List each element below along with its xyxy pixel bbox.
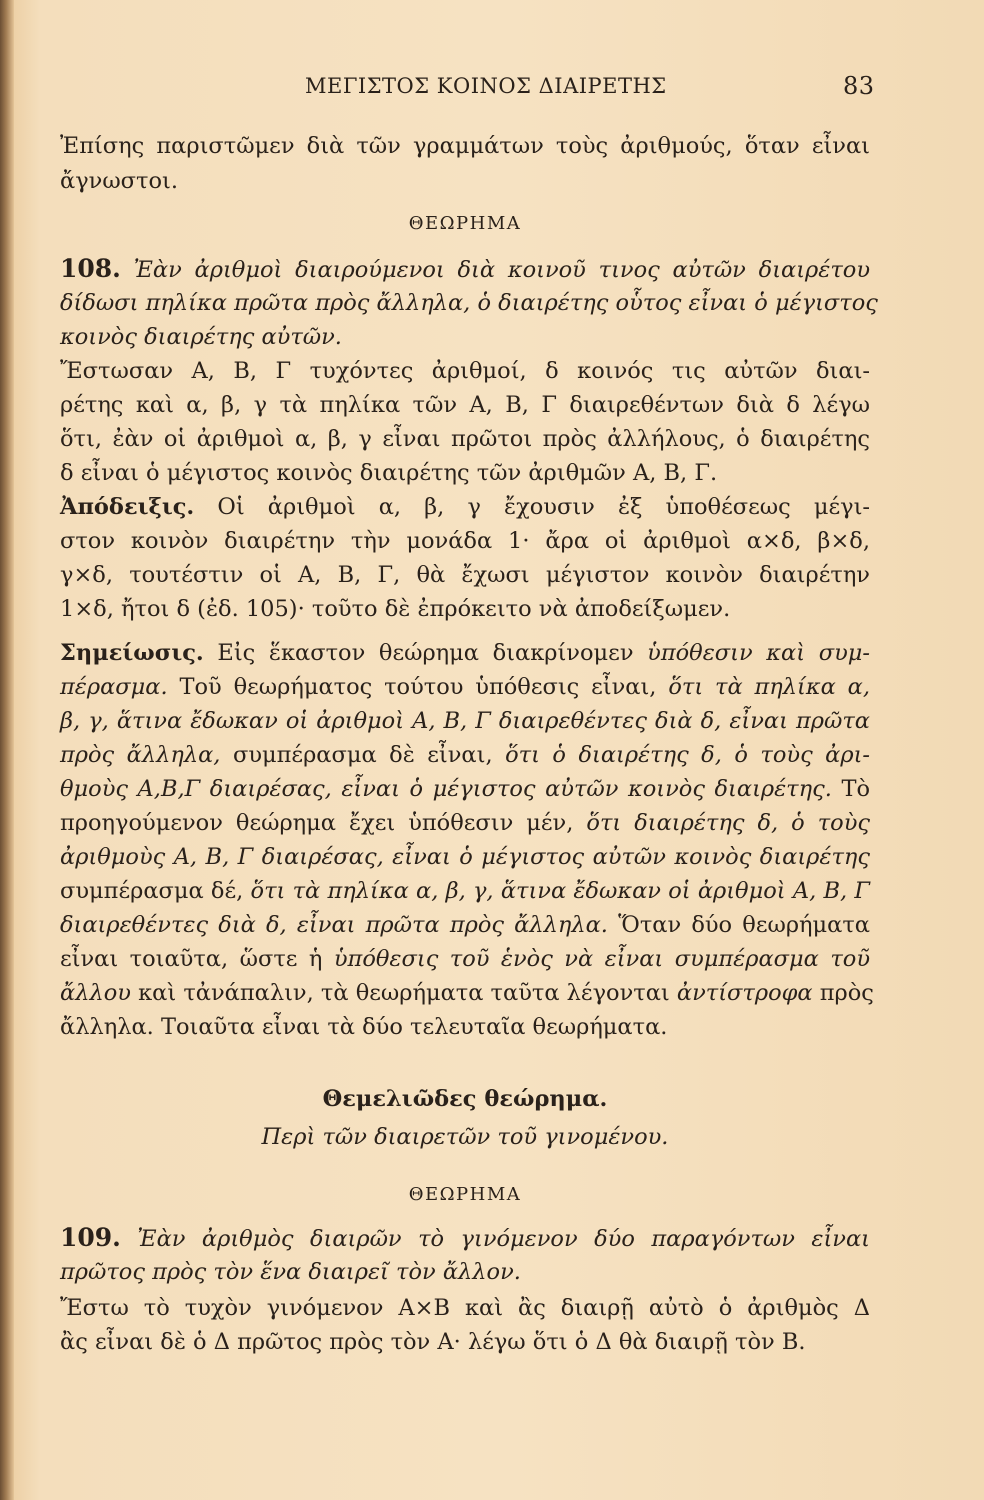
theorem-statement-text: Ἐὰν ἀριθμοὶ διαιρούμενοι διὰ κοινοῦ τινος αὐτῶν διαιρέτου xyxy=(133,257,871,283)
text-line: ἂς εἶναι δὲ ὁ Δ πρῶτος πρὸς τὸν Α· λέγω ὅτι ὁ Δ θὰ διαιρῇ τὸν Β. xyxy=(60,1329,806,1355)
text-line: β, γ, ἅτινα ἔδωκαν οἱ ἀριθμοὶ Α, Β, Γ διαιρεθέντες διὰ δ, εἶναι πρῶτα xyxy=(60,708,870,734)
text-italic: πρὸς ἄλληλα, xyxy=(60,742,221,768)
remark-text-italic: ὑπόθεσιν καὶ συμ- xyxy=(647,640,870,666)
text-line: ὅτι, ἐὰν οἱ ἀριθμοὶ α, β, γ εἶναι πρῶτοι πρὸς ἀλλήλους, ὁ διαιρέτης xyxy=(60,426,870,452)
text-italic: πέρασμα. xyxy=(60,674,168,700)
text-plain: προηγούμενον θεώρημα ἔχει ὑπόθεσιν μέν, xyxy=(60,810,574,836)
running-title: ΜΕΓΙΣΤΟΣ ΚΟΙΝΟΣ ΔΙΑΙΡΕΤΗΣ xyxy=(305,74,667,98)
text-line xyxy=(60,909,870,941)
text-line xyxy=(60,739,870,771)
text-plain: συμπέρασμα δὲ εἶναι, xyxy=(232,742,493,768)
page-number: 83 xyxy=(843,72,875,100)
text-line: ρέτης καὶ α, β, γ τὰ πηλίκα τῶν Α, Β, Γ διαιρεθέντων διὰ δ λέγω xyxy=(60,392,870,418)
text-plain: συμπέρασμα δέ, xyxy=(60,878,244,904)
text-italic: διαιρεθέντες διὰ δ, εἶναι πρῶτα πρὸς ἄλληλα. xyxy=(60,912,608,938)
text-line: ἄλληλα. Τοιαῦτα εἶναι τὰ δύο τελευταῖα θεωρήματα. xyxy=(60,1014,668,1040)
theorem-statement-line: δίδωσι πηλίκα πρῶτα πρὸς ἄλληλα, ὁ διαιρέτης οὗτος εἶναι ὁ μέγιστος xyxy=(60,290,878,316)
running-head xyxy=(0,74,984,104)
text-italic: θμοὺς Α,Β,Γ διαιρέσας, εἶναι ὁ μέγιστος αὐτῶν κοινὸς διαιρέτης. xyxy=(60,776,832,802)
proof-text: Οἱ ἀριθμοὶ α, β, γ ἔχουσιν ἐξ ὑποθέσεως μέγι- xyxy=(217,494,871,520)
text-line xyxy=(60,773,870,805)
section-subtitle: Περὶ τῶν διαιρετῶν τοῦ γινομένου. xyxy=(261,1124,669,1150)
text-line xyxy=(60,671,870,703)
theorem-number: 108. xyxy=(60,254,121,283)
text-italic: ὅτι τὰ πηλίκα α, xyxy=(668,674,870,700)
text-line xyxy=(60,943,870,975)
remark-line xyxy=(60,637,870,669)
text-plain: πρὸς xyxy=(819,980,874,1006)
page-edge xyxy=(0,0,14,1500)
text-plain: Τοῦ θεωρήματος τούτου ὑπόθεσις εἶναι, xyxy=(179,674,657,700)
proof-line xyxy=(60,491,870,523)
text-line: ἄγνωστοι. xyxy=(60,168,178,194)
theorem-heading: ΘΕΩΡΗΜΑ xyxy=(408,1184,522,1205)
remark-label: Σημείωσις. xyxy=(60,640,204,666)
text-italic: ἀντίστροφα xyxy=(676,980,813,1006)
text-line: 1×δ, ἤτοι δ (ἐδ. 105)· τοῦτο δὲ ἐπρόκειτο νὰ ἀποδείξωμεν. xyxy=(60,596,731,622)
theorem-statement-line: πρῶτος πρὸς τὸν ἕνα διαιρεῖ τὸν ἄλλον. xyxy=(60,1259,521,1285)
text-italic: ὅτι ὁ διαιρέτης δ, ὁ τοὺς ἀρι- xyxy=(505,742,871,768)
section-title: Θεμελιῶδες θεώρημα. xyxy=(322,1086,608,1112)
text-plain: Τὸ xyxy=(841,776,870,802)
theorem-statement-line xyxy=(60,253,870,286)
theorem-statement-line xyxy=(60,1222,870,1255)
text-line xyxy=(60,807,870,839)
theorem-heading: ΘΕΩΡΗΜΑ xyxy=(408,213,522,234)
text-line: Ἔστω τὸ τυχὸν γινόμενον Α×Β καὶ ἂς διαιρῇ αὐτὸ ὁ ἀριθμὸς Δ xyxy=(60,1295,870,1321)
text-italic: ὑπόθεσις τοῦ ἑνὸς νὰ εἶναι συμπέρασμα τοῦ xyxy=(333,946,870,972)
text-line xyxy=(60,977,874,1009)
proof-label: Ἀπόδειξις. xyxy=(60,494,195,520)
text-italic: ὅτι διαιρέτης δ, ὁ τοὺς xyxy=(586,810,870,836)
text-line: Ἔστωσαν Α, Β, Γ τυχόντες ἀριθμοί, δ κοινός τις αὐτῶν διαι- xyxy=(60,358,870,384)
text-plain: Ὅταν δύο θεωρήματα xyxy=(618,912,870,938)
theorem-statement-line: κοινὸς διαιρέτης αὐτῶν. xyxy=(60,324,342,350)
text-line: Ἐπίσης παριστῶμεν διὰ τῶν γραμμάτων τοὺς ἀριθμούς, ὅταν εἶναι xyxy=(60,133,870,159)
text-line xyxy=(60,875,870,907)
text-line: ἀριθμοὺς Α, Β, Γ διαιρέσας, εἶναι ὁ μέγιστος αὐτῶν κοινὸς διαιρέτης xyxy=(60,844,870,870)
text-line: δ εἶναι ὁ μέγιστος κοινὸς διαιρέτης τῶν ἀριθμῶν Α, Β, Γ. xyxy=(60,460,718,486)
text-plain: εἶναι τοιαῦτα, ὥστε ἡ xyxy=(60,946,323,972)
text-italic: ἄλλου xyxy=(60,980,131,1006)
theorem-number: 109. xyxy=(60,1223,121,1252)
text-line: γ×δ, τουτέστιν οἱ Α, Β, Γ, θὰ ἔχωσι μέγιστον κοινὸν διαιρέτην xyxy=(60,562,870,588)
text-line: στον κοινὸν διαιρέτην τὴν μονάδα 1· ἄρα οἱ ἀριθμοὶ α×δ, β×δ, xyxy=(60,528,870,554)
text-plain: καὶ τἀνάπαλιν, τὰ θεωρήματα ταῦτα λέγονται xyxy=(138,980,670,1006)
text-italic: ὅτι τὰ πηλίκα α, β, γ, ἅτινα ἔδωκαν οἱ ἀριθμοὶ Α, Β, Γ xyxy=(250,878,871,904)
remark-text: Εἰς ἕκαστον θεώρημα διακρίνομεν xyxy=(217,640,634,666)
theorem-statement-text: Ἐὰν ἀριθμὸς διαιρῶν τὸ γινόμενον δύο παραγόντων εἶναι xyxy=(137,1226,870,1252)
